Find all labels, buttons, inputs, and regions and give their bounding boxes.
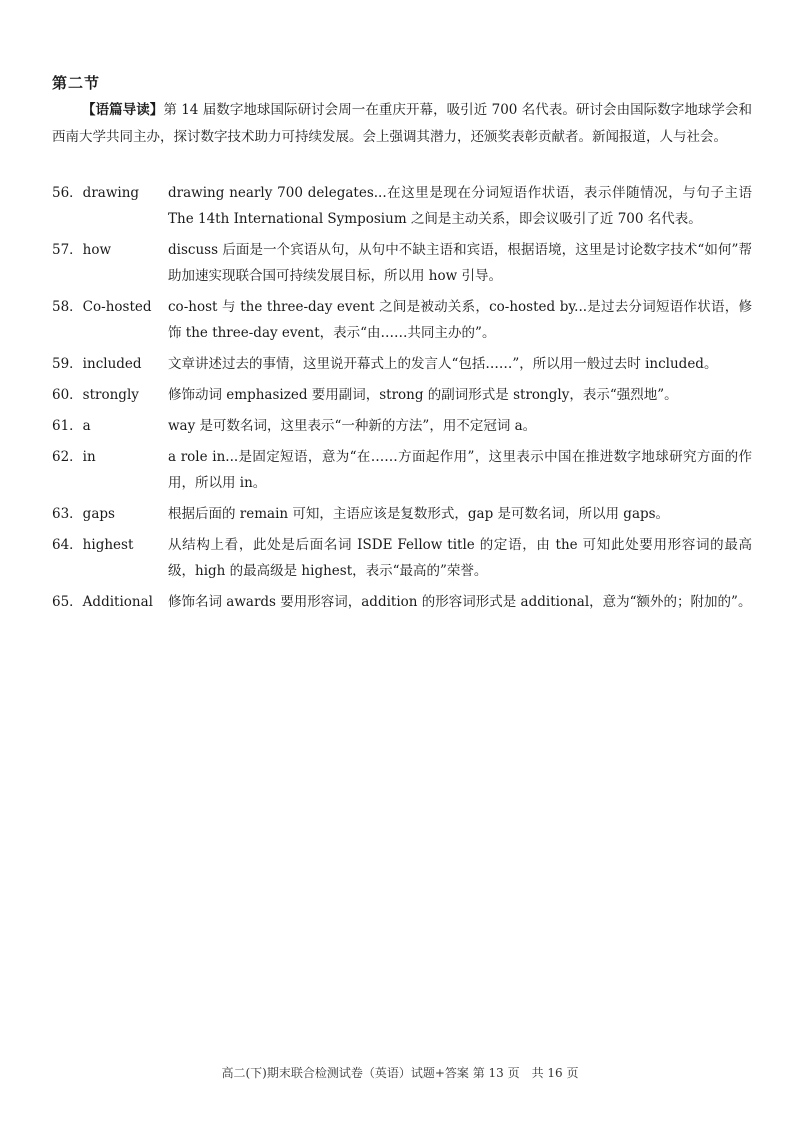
answer-key: 62．in <box>52 449 96 465</box>
answer-key: 61．a <box>52 418 91 434</box>
answer-key: 63．gaps <box>52 506 115 522</box>
answer-item-59 <box>52 351 752 377</box>
reading-guide <box>52 97 752 151</box>
answer-explanation: 从结构上看，此处是后面名词 ISDE Fellow title 的定语，由 the 可知此处要用形容词的最高级，high 的最高级是 highest，表示“最高的”荣誉。 <box>168 537 752 579</box>
answer-key: 60．strongly <box>52 387 139 403</box>
answer-key: 65．Additional <box>52 594 153 610</box>
answer-key: 56．drawing <box>52 185 140 201</box>
answer-item-58 <box>52 294 752 346</box>
answer-explanation: way 是可数名词，这里表示“一种新的方法”，用不定冠词 a。 <box>168 418 537 434</box>
page-footer: 高二(下)期末联合检测试卷（英语）试题+答案 第 13 页 共 16 页 <box>221 1066 579 1080</box>
answer-explanation: discuss 后面是一个宾语从句，从句中不缺主语和宾语，根据语境，这里是讨论数字技术“如何”帮助加速实现联合国可持续发展目标，所以用 how 引导。 <box>168 242 752 284</box>
answer-explanation: 修饰动词 emphasized 要用副词，strong 的副词形式是 strongly，表示“强烈地”。 <box>168 387 678 403</box>
answer-item-62 <box>52 444 752 496</box>
answer-item-65 <box>52 589 752 615</box>
answer-explanation: drawing nearly 700 delegates...在这里是现在分词短语作状语，表示伴随情况，与句子主语 The 14th International Symposium 之间是主动关系，即会议吸引了近 700 名代表。 <box>168 185 752 227</box>
answer-item-56 <box>52 180 752 232</box>
answer-item-57 <box>52 237 752 289</box>
answer-explanation: 根据后面的 remain 可知，主语应该是复数形式，gap 是可数名词，所以用 gaps。 <box>168 506 670 522</box>
answer-key: 59．included <box>52 356 142 372</box>
guide-tag: 【语篇导读】 <box>82 102 164 118</box>
answer-explanation: co-host 与 the three-day event 之间是被动关系，co-hosted by...是过去分词短语作状语，修饰 the three-day event，表示“由……共同主办的”。 <box>168 299 752 341</box>
answer-key: 57．how <box>52 242 112 258</box>
guide-text: 第 14 届数字地球国际研讨会周一在重庆开幕，吸引近 700 名代表。研讨会由国际数字地球学会和西南大学共同主办，探讨数字技术助力可持续发展。会上强调其潜力，还颁奖表彰贡献者。新闻报道，人与社会。 <box>52 102 753 145</box>
answer-item-60 <box>52 382 752 408</box>
answer-list <box>52 180 752 620</box>
answer-explanation: a role in...是固定短语，意为“在……方面起作用”，这里表示中国在推进数字地球研究方面的作用，所以用 in。 <box>168 449 752 491</box>
answer-item-64 <box>52 532 752 584</box>
section-title: 第二节 <box>52 74 101 92</box>
answer-key: 64．highest <box>52 537 134 553</box>
answer-explanation: 修饰名词 awards 要用形容词，addition 的形容词形式是 additional，意为“额外的；附加的”。 <box>168 594 752 610</box>
answer-key: 58．Co-hosted <box>52 299 152 315</box>
answer-item-61 <box>52 413 752 439</box>
answer-explanation: 文章讲述过去的事情，这里说开幕式上的发言人“包括……”，所以用一般过去时 included。 <box>168 356 718 372</box>
answer-item-63 <box>52 501 752 527</box>
